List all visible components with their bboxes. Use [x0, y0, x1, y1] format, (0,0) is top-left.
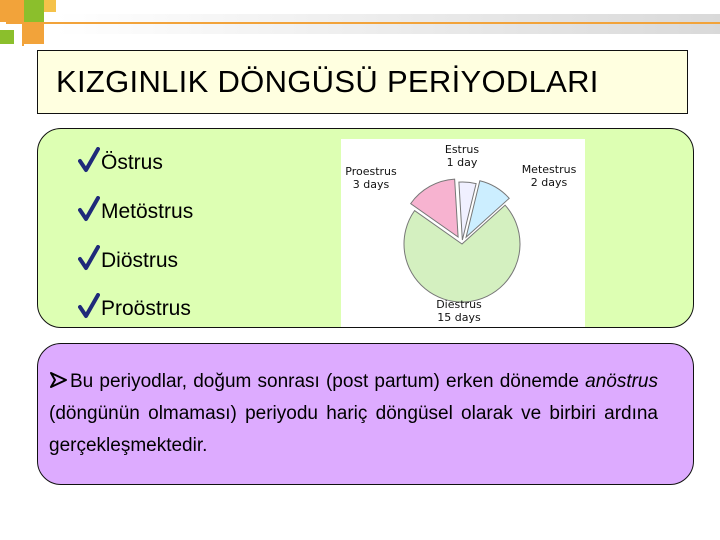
pie-value-estrus: 1 day — [446, 156, 478, 169]
pie-chart — [341, 139, 585, 327]
header-gradient-bar — [56, 14, 720, 34]
pie-label-proestrus: Proestrus — [345, 165, 397, 178]
period-label: Proöstrus — [101, 297, 191, 320]
note-text-start: Bu periyodlar, doğum sonrası (post partum) erken dönemde — [70, 371, 586, 392]
deco-square-orange — [22, 22, 44, 44]
deco-line-orange — [6, 22, 720, 24]
period-label: Östrus — [101, 151, 163, 174]
page-title: KIZGINLIK DÖNGÜSÜ PERİYODLARI — [56, 64, 599, 99]
period-label: Metöstrus — [101, 200, 194, 223]
note-emphasis: anöstrus — [585, 371, 658, 392]
deco-square-orange — [0, 0, 22, 22]
checkmark-icon — [78, 196, 100, 222]
pie-value-metestrus: 2 days — [530, 176, 568, 189]
period-label: Diöstrus — [101, 249, 179, 272]
pie-chart-panel — [341, 139, 585, 327]
pie-label-diestrus: Diestrus — [436, 298, 482, 311]
deco-square-yellow — [44, 0, 56, 12]
checkmark-icon — [78, 245, 100, 271]
pie-label-metestrus: Metestrus — [521, 163, 577, 176]
note-text-end: (döngünün olmaması) periyodu hariç döngüsel olarak ve birbiri ardına gerçekleşmektedir. — [49, 403, 658, 456]
checkmark-icon — [78, 147, 100, 173]
deco-line-orange-vertical — [22, 0, 24, 46]
pie-value-diestrus: 15 days — [437, 311, 481, 324]
note-text — [49, 366, 658, 462]
note-panel — [37, 343, 694, 485]
pie-label-estrus: Estrus — [444, 143, 480, 156]
arrow-bullet-icon — [49, 372, 68, 388]
deco-square-green — [22, 0, 44, 22]
checkmark-icon — [78, 293, 100, 319]
deco-square-green — [0, 30, 14, 44]
title-box — [37, 50, 688, 114]
pie-value-proestrus: 3 days — [352, 178, 390, 191]
